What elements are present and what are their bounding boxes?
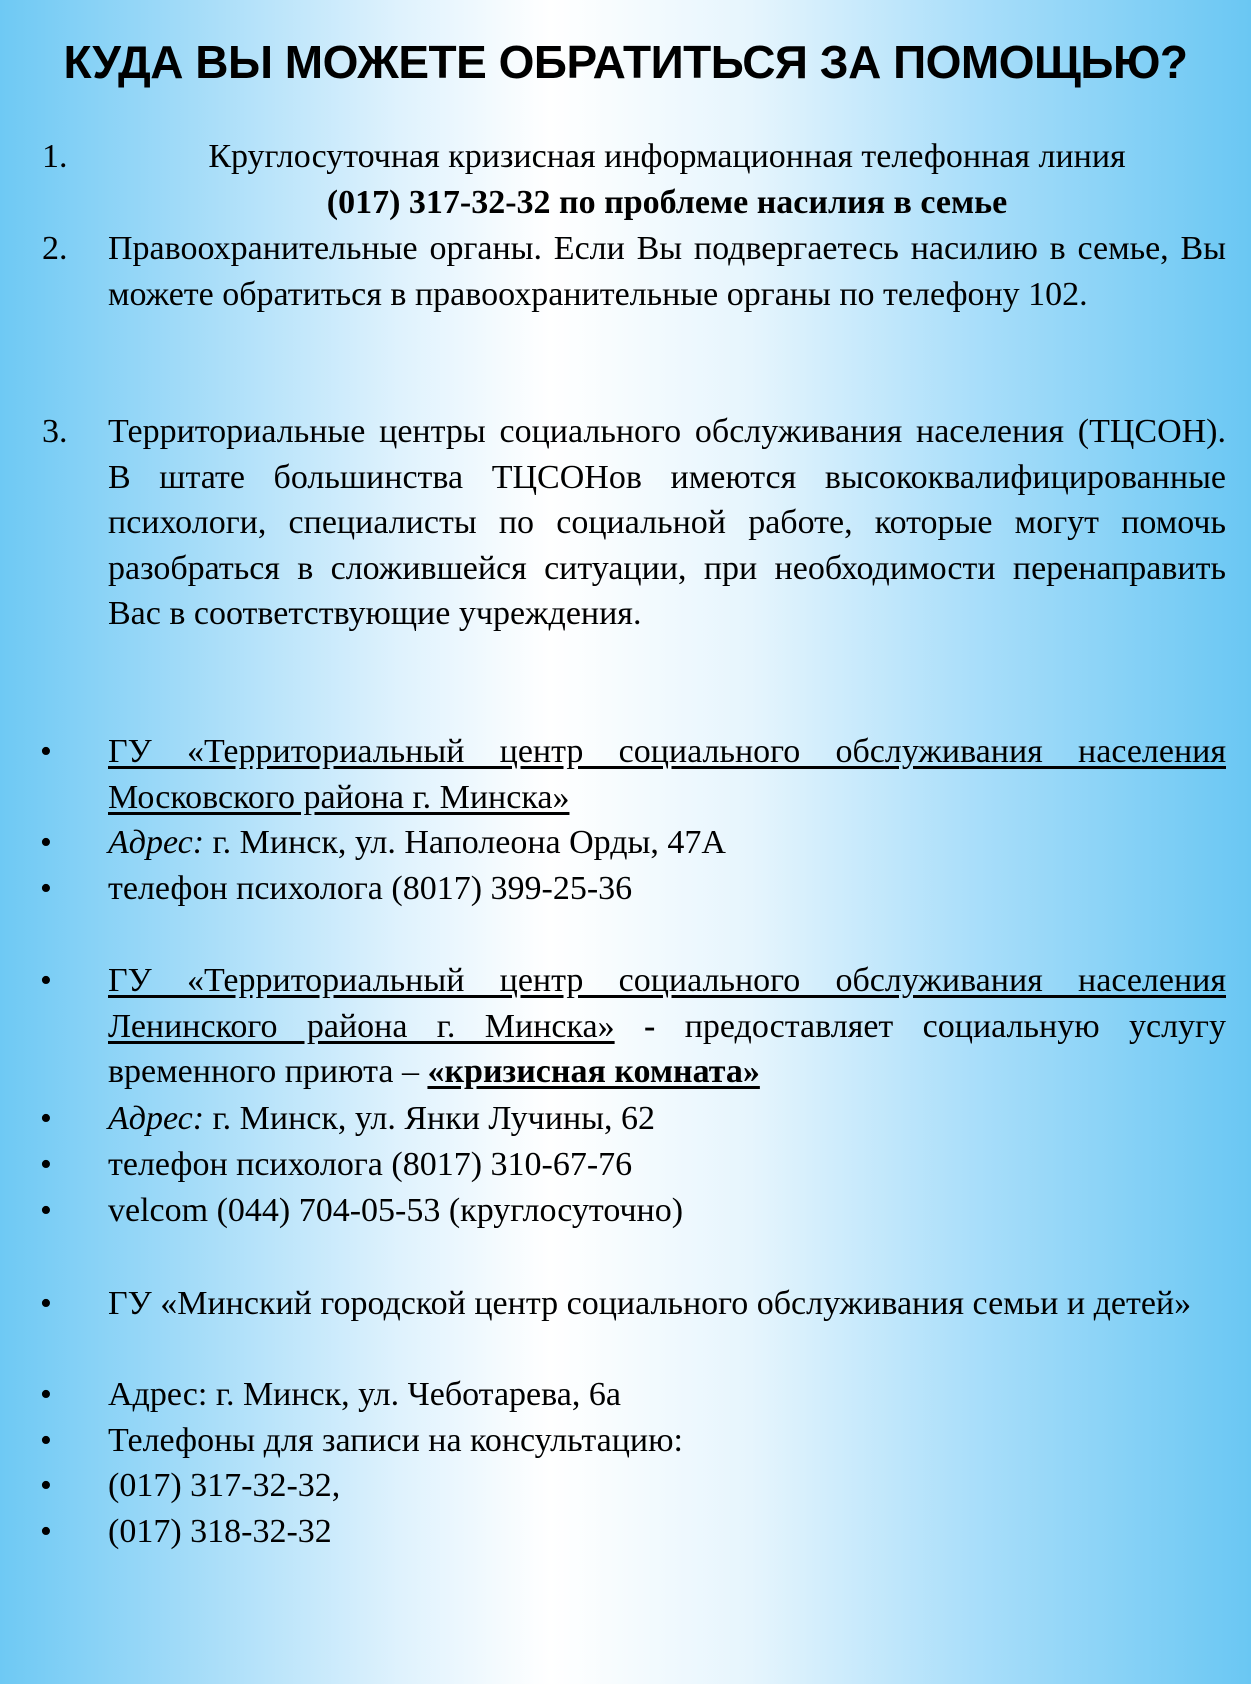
bullet-icon: • <box>40 1100 52 1137</box>
bullet-moscow-address <box>0 820 1251 866</box>
address-label: Адрес: <box>108 1100 205 1137</box>
bullet-icon: • <box>40 1422 52 1459</box>
item-number: 3. <box>42 413 68 450</box>
bullet-icon: • <box>40 1467 52 1504</box>
phone-text: телефон психолога (8017) 399-25-36 <box>108 870 633 907</box>
bullet-icon: • <box>40 870 52 907</box>
bullet-icon: • <box>40 1513 52 1550</box>
bullet-icon: • <box>40 962 52 999</box>
center-name: ГУ «Минский городской центр социального обслуживания семьи и детей» <box>108 1285 1192 1322</box>
bullet-icon: • <box>40 1285 52 1322</box>
address-value: г. Минск, ул. Янки Лучины, 62 <box>204 1100 655 1137</box>
bullet-moscow-name <box>0 729 1251 820</box>
crisis-room-link[interactable]: «кризисная комната» <box>427 1053 760 1090</box>
bullet-family-name <box>0 1281 1251 1327</box>
numbered-item-2 <box>0 226 1251 317</box>
bullet-family-address <box>0 1372 1251 1418</box>
service-text: предоставляет социальную услугу временного приюта – <box>108 1007 1226 1090</box>
mobile-text: velcom (044) 704-05-53 (круглосуточно) <box>108 1192 684 1229</box>
phone-text: (017) 318-32-32 <box>108 1513 332 1550</box>
center-name[interactable]: ГУ «Территориальный центр социального обслуживания населения Ленинского района г. Минска» <box>108 962 1226 1045</box>
hotline-description: Круглосуточная кризисная информационная телефонная линия <box>208 138 1126 175</box>
phone-text: телефон психолога (8017) 310-67-76 <box>108 1146 633 1183</box>
numbered-item-1 <box>0 134 1251 225</box>
item-text: Территориальные центры социального обслуживания населения (ТЦСОН). В штате большинства ТЦСОНов имеются высококвалифицированные психологи, специалисты по социальной работе, которые могут помочь разобраться в сложившейся ситуации, при необходимости перенаправить Вас в соответствующие учреждения. <box>108 413 1226 632</box>
bullet-icon: • <box>40 824 52 861</box>
bullet-lenin-name <box>0 958 1251 1095</box>
bullet-lenin-phone <box>0 1142 1251 1188</box>
address-text: Адрес: г. Минск, ул. Чеботарева, 6а <box>108 1376 621 1413</box>
item-number: 2. <box>42 230 68 267</box>
numbered-item-3 <box>0 409 1251 637</box>
page-title: КУДА ВЫ МОЖЕТЕ ОБРАТИТЬСЯ ЗА ПОМОЩЬЮ? <box>63 36 1188 88</box>
center-name[interactable]: ГУ «Территориальный центр социального обслуживания населения Московского района г. Минска» <box>108 733 1226 816</box>
item-text <box>108 134 1226 225</box>
bullet-family-phone-1 <box>0 1463 1251 1509</box>
phone-text: (017) 317-32-32, <box>108 1467 341 1504</box>
hotline-phone: (017) 317-32-32 по проблеме насилия в семье <box>326 183 1008 221</box>
bullet-icon: • <box>40 733 52 770</box>
bullet-lenin-address <box>0 1096 1251 1142</box>
bullet-icon: • <box>40 1146 52 1183</box>
bullet-family-phone-2 <box>0 1509 1251 1555</box>
bullet-lenin-mobile <box>0 1188 1251 1234</box>
bullet-moscow-phone <box>0 866 1251 912</box>
bullet-family-phones-label <box>0 1418 1251 1464</box>
address-value: г. Минск, ул. Наполеона Орды, 47А <box>204 824 726 861</box>
phones-label: Телефоны для записи на консультацию: <box>108 1422 683 1459</box>
dash: - <box>614 1007 685 1045</box>
item-number: 1. <box>42 138 68 175</box>
bullet-icon: • <box>40 1376 52 1413</box>
item-text: Правоохранительные органы. Если Вы подвергаетесь насилию в семье, Вы можете обратиться в правоохранительные органы по телефону 102. <box>108 230 1226 313</box>
bullet-icon: • <box>40 1192 52 1229</box>
address-label: Адрес: <box>108 824 205 861</box>
